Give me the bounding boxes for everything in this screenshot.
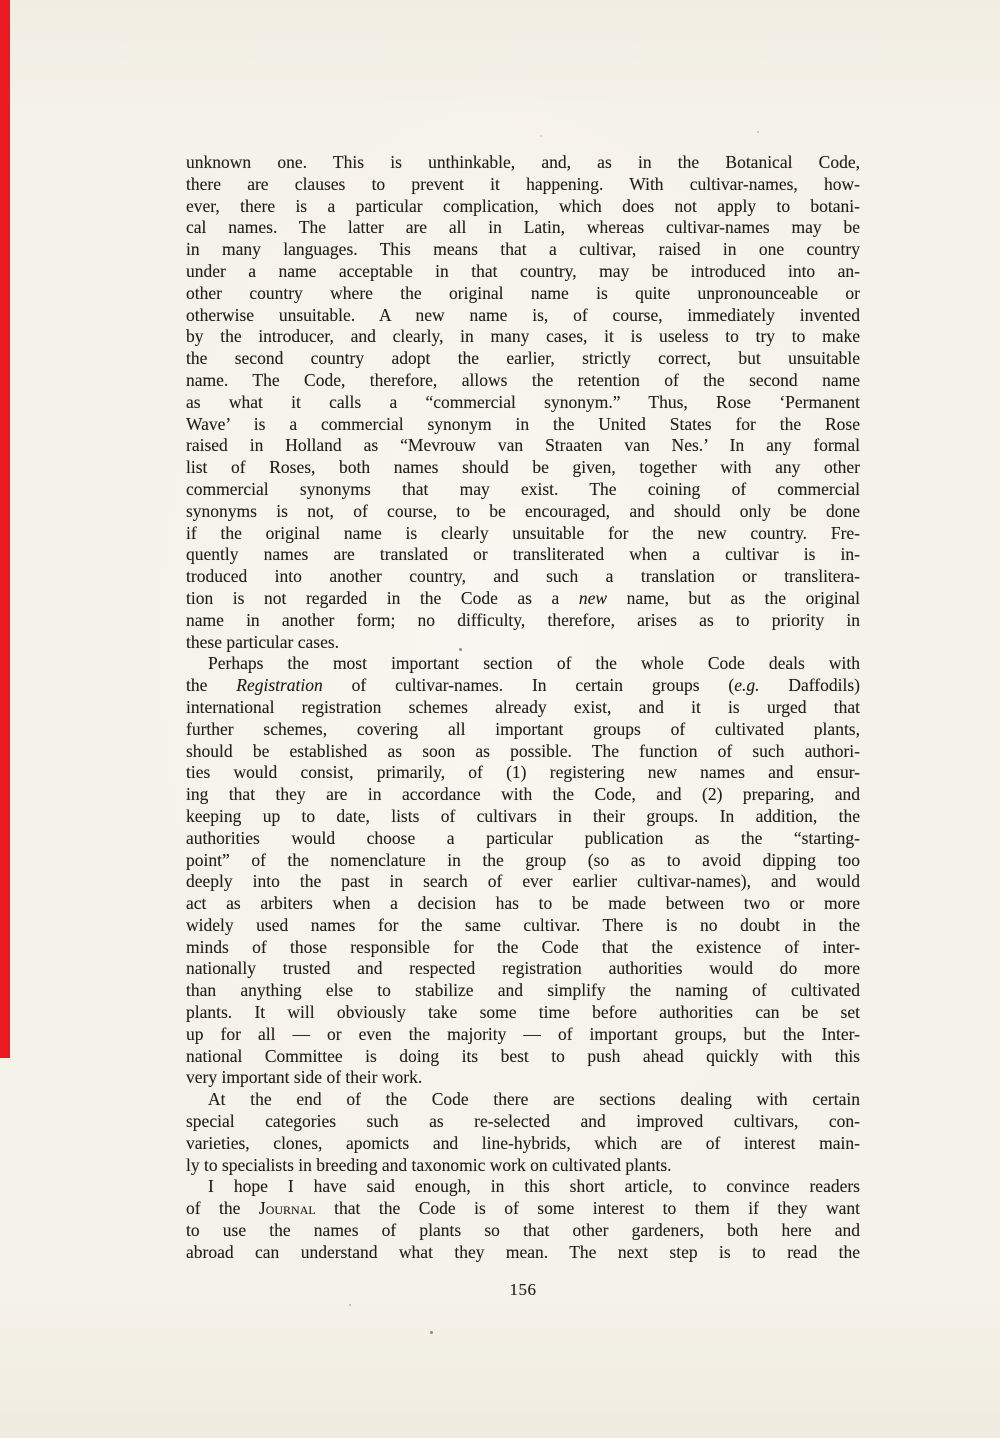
text-line: act as arbiters when a decision has to be made between two or more — [186, 893, 860, 914]
text-line: ing that they are in accordance with the Code, and (2) preparing, and — [186, 784, 860, 805]
text-line: cal names. The latter are all in Latin, whereas cultivar-names may be — [186, 217, 860, 238]
page-text — [186, 152, 860, 1264]
text-line: the Registration of cultivar-names. In certain groups (e.g. Daffodils) — [186, 675, 860, 696]
text-line: list of Roses, both names should be given, together with any other — [186, 457, 860, 478]
text-line: ever, there is a particular complication, which does not apply to botani- — [186, 195, 860, 216]
text-line: special categories such as re-selected and improved cultivars, con- — [186, 1111, 860, 1132]
text-line: in many languages. This means that a cultivar, raised in one country — [186, 239, 860, 260]
text-line: Wave’ is a commercial synonym in the United States for the Rose — [186, 413, 860, 434]
scan-edge-stripe — [0, 0, 10, 1058]
text-line: plants. It will obviously take some time before authorities can be set — [186, 1002, 860, 1023]
text-line: ties would consist, primarily, of (1) registering new names and ensur- — [186, 762, 860, 783]
text-line: of the Journal that the Code is of some interest to them if they want — [186, 1198, 860, 1219]
scan-speck — [540, 135, 542, 137]
scan-speck — [757, 131, 759, 133]
text-line: very important side of their work. — [186, 1067, 423, 1088]
text-line: deeply into the past in search of ever earlier cultivar-names), and would — [186, 871, 860, 892]
text-line: than anything else to stabilize and simplify the naming of cultivated — [186, 980, 860, 1001]
text-line: quently names are translated or transliterated when a cultivar is in- — [186, 544, 860, 565]
text-line: troduced into another country, and such a translation or translitera- — [186, 566, 860, 587]
text-line: as what it calls a “commercial synonym.” Thus, Rose ‘Permanent — [186, 391, 860, 412]
text-line: should be established as soon as possible. The function of such authori- — [186, 740, 860, 761]
text-line: if the original name is clearly unsuitable for the new country. Fre- — [186, 522, 860, 543]
text-line: under a name acceptable in that country, may be introduced into an- — [186, 260, 860, 281]
text-line: otherwise unsuitable. A new name is, of course, immediately invented — [186, 304, 860, 325]
text-line: point” of the nomenclature in the group (so as to avoid dipping too — [186, 849, 860, 870]
text-line: minds of those responsible for the Code that the existence of inter- — [186, 936, 860, 957]
text-line: there are clauses to prevent it happening. With cultivar-names, how- — [186, 173, 860, 194]
text-line: I hope I have said enough, in this short article, to convince readers — [208, 1176, 860, 1197]
scan-speck — [459, 648, 462, 651]
text-line: raised in Holland as “Mevrouw van Straaten van Nes.’ In any formal — [186, 435, 860, 456]
text-line: other country where the original name is quite unpronounceable or — [186, 282, 860, 303]
text-line: abroad can understand what they mean. The next step is to read the — [186, 1241, 860, 1262]
page-number: 156 — [509, 1280, 537, 1299]
text-line: synonyms is not, of course, to be encouraged, and should only be done — [186, 500, 860, 521]
text-line: ly to specialists in breeding and taxonomic work on cultivated plants. — [186, 1154, 672, 1175]
text-line: these particular cases. — [186, 631, 340, 652]
text-line: by the introducer, and clearly, in many cases, it is useless to try to make — [186, 326, 860, 347]
text-line: tion is not regarded in the Code as a new name, but as the original — [186, 587, 860, 608]
text-line: further schemes, covering all important groups of cultivated plants, — [186, 718, 860, 739]
text-line: widely used names for the same cultivar. There is no doubt in the — [186, 914, 860, 935]
text-line: the second country adopt the earlier, strictly correct, but unsuitable — [186, 348, 860, 369]
text-line: unknown one. This is unthinkable, and, as in the Botanical Code, — [186, 152, 860, 172]
text-line: keeping up to date, lists of cultivars in their groups. In addition, the — [186, 805, 860, 826]
scan-speck — [430, 1331, 433, 1334]
text-line: up for all — or even the majority — of important groups, but the Inter- — [186, 1023, 860, 1044]
text-line: name in another form; no difficulty, therefore, arises as to priority in — [186, 609, 860, 630]
text-line: nationally trusted and respected registration authorities would do more — [186, 958, 860, 979]
scan-speck — [349, 1304, 351, 1306]
text-line: national Committee is doing its best to push ahead quickly with this — [186, 1045, 860, 1066]
text-line: name. The Code, therefore, allows the retention of the second name — [186, 369, 860, 390]
text-line: Perhaps the most important section of the whole Code deals with — [208, 653, 860, 674]
text-line: commercial synonyms that may exist. The coining of commercial — [186, 478, 860, 499]
text-line: At the end of the Code there are sections dealing with certain — [208, 1089, 860, 1110]
text-line: authorities would choose a particular publication as the “starting- — [186, 827, 860, 848]
text-line: to use the names of plants so that other gardeners, both here and — [186, 1220, 860, 1241]
text-line: varieties, clones, apomicts and line-hybrids, which are of interest main- — [186, 1132, 860, 1153]
text-line: international registration schemes already exist, and it is urged that — [186, 696, 860, 717]
